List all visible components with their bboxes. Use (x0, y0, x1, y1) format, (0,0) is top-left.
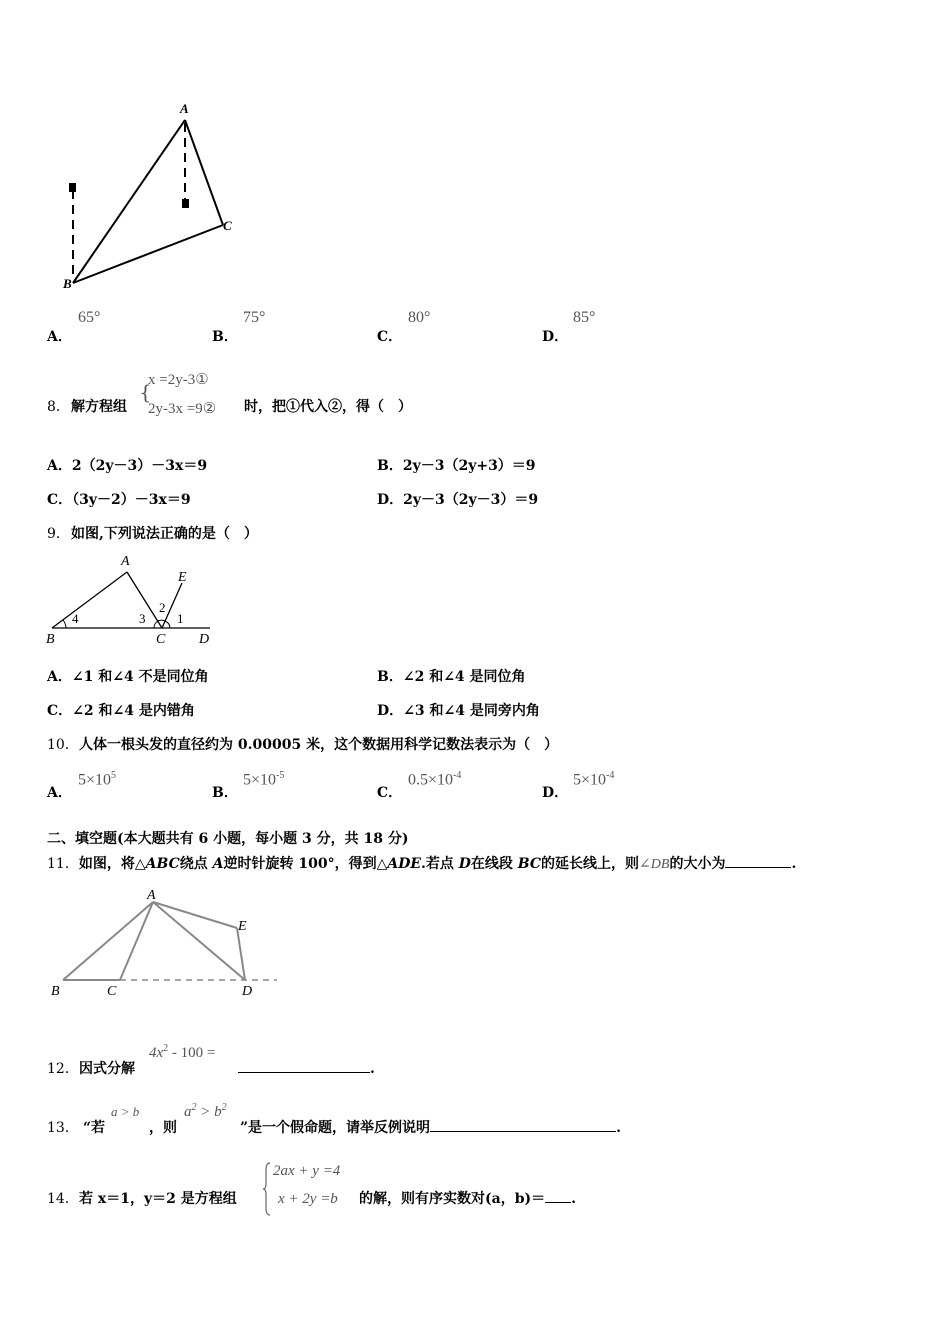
q10-number: 10． (47, 737, 79, 753)
q9-option-c-text: ∠2 和∠4 是内错角 (72, 703, 195, 719)
q8-option-a-letter: A． (47, 458, 72, 474)
q8-option-d[interactable] (377, 489, 538, 509)
q12-answer-row (238, 1058, 375, 1077)
q11-label-c: C (107, 984, 117, 999)
q7-option-a-letter: A． (47, 329, 72, 345)
q11-p4: .若点 (421, 856, 459, 872)
q11-rotation-figure (45, 885, 285, 1000)
q9-option-d-letter: D． (377, 703, 404, 719)
q7-label-a: A (180, 101, 189, 116)
q11-stem (47, 853, 796, 873)
q9-option-c-letter: C． (47, 703, 73, 719)
q11-end: . (791, 856, 797, 872)
q11-p7: 的大小为 (669, 856, 726, 872)
q8-option-b-text: 2y－3（2y+3）＝9 (402, 458, 536, 474)
q12-math-exp: 2 (163, 1043, 169, 1054)
q14-brace-icon (262, 1162, 272, 1216)
q9-label-4: 4 (72, 611, 79, 626)
q7-triangle-figure (55, 95, 255, 295)
q13-concl-mid: > b (196, 1104, 222, 1120)
q7-label-c: C (223, 218, 232, 233)
q8-option-b[interactable] (377, 455, 536, 475)
q12-expression (149, 1043, 215, 1062)
q7-option-b-value: 75° (243, 309, 266, 326)
q8-eq1: x =2y-3① (148, 372, 209, 388)
q7-option-c-letter: C． (377, 329, 403, 345)
q7-option-a-value: 65° (78, 309, 101, 326)
q13-p1: “若 (83, 1120, 106, 1136)
q11-ade: ADE (387, 856, 422, 872)
q14-number: 14． (47, 1191, 79, 1207)
q13-p3: ”是一个假命题，请举反例说明 (240, 1120, 431, 1136)
q9-number: 9． (47, 526, 70, 542)
q8-option-d-text: 2y－3（2y－3）＝9 (403, 492, 539, 508)
q14-suffix: 的解，则有序实数对(a，b)＝ (359, 1191, 546, 1207)
q9-label-a: A (121, 554, 130, 569)
q9-label-d: D (199, 632, 210, 647)
q8-option-c-letter: C． (47, 492, 73, 508)
q10-option-c-exp: -4 (453, 770, 462, 781)
q8-option-d-letter: D． (377, 492, 404, 508)
q11-a: A (212, 856, 224, 872)
q14-prefix: 若 x＝1，y＝2 是方程组 (79, 1191, 237, 1207)
q10-option-d-base: 5×10 (573, 771, 607, 789)
q11-answer-blank[interactable] (725, 853, 791, 868)
q9-option-a-text: ∠1 和∠4 不是同位角 (71, 669, 209, 685)
q13-number: 13． (47, 1120, 79, 1136)
q13-p2: ，则 (149, 1120, 177, 1136)
q10-option-b-exp: -5 (276, 770, 285, 781)
q13-tail (240, 1117, 621, 1137)
section-title: 二、填空题(本大题共有 6 小题，每小题 3 分，共 18 分) (47, 831, 409, 847)
q11-p3: 逆时针旋转 100°，得到△ (223, 856, 388, 872)
q11-number: 11． (47, 856, 79, 872)
q9-label-e: E (178, 570, 187, 585)
q7-label-b: B (63, 276, 72, 291)
q11-p2: 绕点 (179, 856, 213, 872)
q7-option-d-value: 85° (573, 309, 596, 326)
q7-option-d-letter: D． (542, 329, 569, 345)
q10-option-b[interactable] (212, 782, 238, 802)
q11-label-e: E (238, 919, 247, 934)
q10-option-b-letter: B． (212, 785, 238, 801)
q10-option-c-letter: C． (377, 785, 403, 801)
q12-end: . (370, 1061, 375, 1077)
q10-option-a-exp: 5 (111, 770, 117, 781)
q13-condition: a > b (111, 1104, 140, 1119)
q11-p5: 在线段 (470, 856, 518, 872)
q14-eq1: 2ax + y =4 (273, 1163, 341, 1179)
q8-suffix: 时，把①代入②，得（ ） (244, 399, 412, 415)
q13-conclusion (184, 1102, 227, 1121)
q11-label-d: D (242, 984, 253, 999)
q9-option-a[interactable] (47, 666, 209, 686)
q9-option-d[interactable] (377, 700, 540, 720)
q11-p1: 如图，将△ (78, 856, 146, 872)
q13-concl-b-exp: 2 (221, 1102, 227, 1113)
q12-math-rest: - 100 = (168, 1045, 216, 1061)
q10-option-c-base: 0.5×10 (408, 771, 454, 789)
q14-end: . (571, 1191, 576, 1207)
q12-number: 12． (47, 1061, 79, 1077)
q10-stem: 人体一根头发的直径约为 0.00005 米，这个数据用科学记数法表示为（ ） (79, 737, 559, 753)
q10-option-c[interactable] (377, 782, 402, 802)
q9-label-b: B (46, 632, 55, 647)
q11-angle: ∠DB (639, 857, 670, 872)
q9-option-b[interactable] (377, 666, 526, 686)
q12-math-base: 4x (149, 1045, 164, 1061)
q11-p6: 的延长线上，则 (541, 856, 640, 872)
q9-option-a-letter: A． (47, 669, 72, 685)
q8-number: 8． (47, 399, 70, 415)
q8-option-c[interactable] (47, 489, 191, 509)
q8-option-a[interactable] (47, 455, 207, 475)
q8-eq2: 2y-3x =9② (148, 401, 217, 417)
q10-option-a-base: 5×10 (78, 771, 112, 789)
q10-option-d-value (573, 770, 614, 789)
q10-option-a[interactable] (47, 782, 72, 802)
q9-option-b-letter: B． (377, 669, 403, 685)
q10-option-b-value (243, 770, 284, 789)
q7-option-b[interactable] (212, 326, 238, 346)
q10-option-a-value (78, 770, 116, 789)
q8-prefix: 解方程组 (71, 399, 127, 415)
q10-option-c-value (408, 770, 461, 789)
q13-concl-a-exp: 2 (191, 1102, 197, 1113)
q8-brace: { (139, 380, 152, 404)
q9-label-2: 2 (159, 600, 166, 615)
q10-option-d[interactable] (542, 782, 568, 802)
q9-stem: 如图,下列说法正确的是（ ） (71, 526, 258, 542)
q8-option-a-text: 2（2y－3）－3x＝9 (71, 458, 208, 474)
q9-option-b-text: ∠2 和∠4 是同位角 (402, 669, 526, 685)
q14-tail (359, 1188, 576, 1208)
q13-answer-blank[interactable] (430, 1117, 616, 1132)
q12-answer-blank[interactable] (238, 1058, 370, 1073)
q11-abc: ABC (145, 856, 180, 872)
q12-prefix: 因式分解 (79, 1061, 135, 1077)
q7-option-d[interactable] (542, 326, 568, 346)
q7-option-c[interactable] (377, 326, 402, 346)
q13-concl-a: a (184, 1104, 192, 1120)
q7-option-b-letter: B． (212, 329, 238, 345)
q13-end: . (616, 1120, 621, 1136)
q14-answer-blank[interactable] (545, 1188, 571, 1203)
q9-label-3: 3 (139, 611, 146, 626)
q9-option-c[interactable] (47, 700, 195, 720)
q10-option-d-letter: D． (542, 785, 569, 801)
q14-eq2: x + 2y =b (278, 1191, 338, 1207)
q8-option-b-letter: B． (377, 458, 403, 474)
q9-option-d-text: ∠3 和∠4 是同旁内角 (403, 703, 540, 719)
q7-option-c-value: 80° (408, 309, 431, 326)
q10-option-a-letter: A． (47, 785, 72, 801)
q11-bc: BC (517, 856, 542, 872)
q10-option-b-base: 5×10 (243, 771, 277, 789)
q9-label-c: C (156, 632, 166, 647)
q8-option-c-text: （3y－2）－3x＝9 (72, 492, 191, 508)
q11-d: D (458, 856, 471, 872)
q9-angle-figure (42, 550, 222, 650)
q7-option-a[interactable] (47, 326, 72, 346)
q11-label-a: A (147, 888, 156, 903)
q11-label-b: B (51, 984, 60, 999)
q10-option-d-exp: -4 (606, 770, 615, 781)
q9-label-1: 1 (177, 611, 184, 626)
